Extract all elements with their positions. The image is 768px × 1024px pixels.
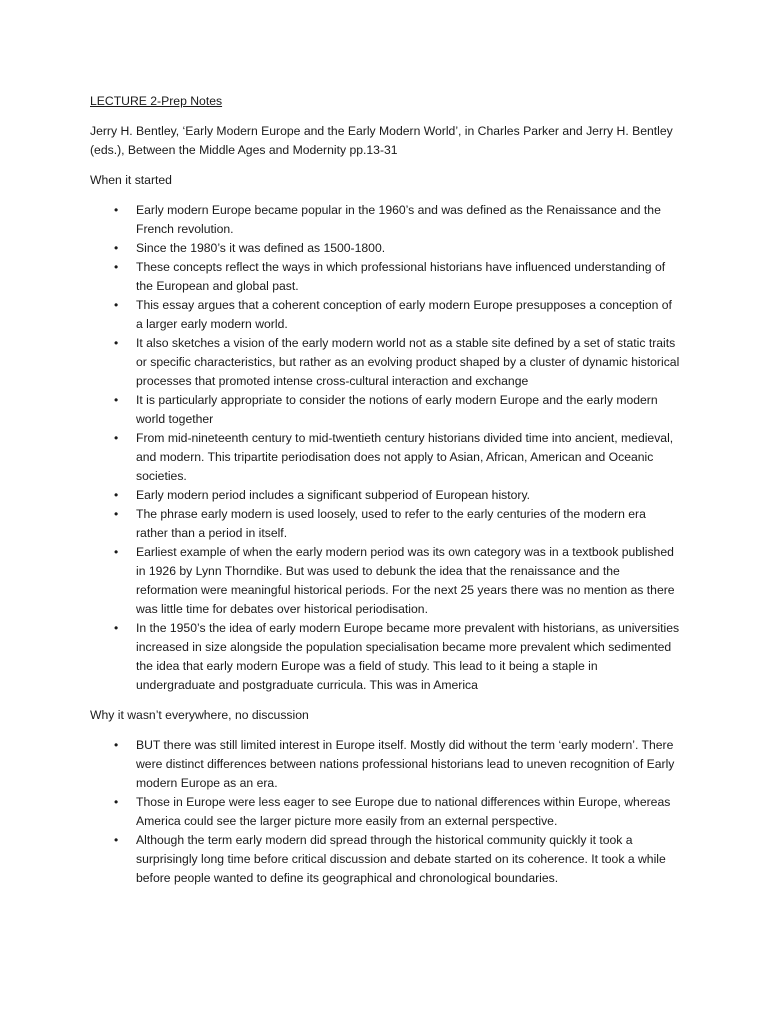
list-item bbox=[90, 543, 680, 619]
list-item bbox=[90, 239, 680, 258]
section-heading: When it started bbox=[90, 173, 172, 187]
citation: Jerry H. Bentley, ‘Early Modern Europe and the Early Modern World’, in Charles Parker and Jerry H. Bentley (eds.), Between the Middle Ages and Modernity pp.13-31 bbox=[90, 124, 673, 157]
list-item-text: Early modern Europe became popular in the 1960’s and was defined as the Renaissance and the French revolution. bbox=[136, 203, 661, 236]
list-item bbox=[90, 736, 680, 793]
list-item bbox=[90, 831, 680, 888]
bullet-icon: • bbox=[114, 260, 119, 274]
list-item-text: Those in Europe were less eager to see Europe due to national differences within Europe, whereas America could see the larger picture more easily from an external perspective. bbox=[136, 795, 671, 828]
sections bbox=[90, 171, 680, 888]
bullet-icon: • bbox=[114, 795, 119, 809]
list-item-text: Earliest example of when the early modern period was its own category was in a textbook published in 1926 by Lynn Thorndike. But was used to debunk the idea that the renaissance and the reformation were meaningful historical periods. For the next 25 years there was no mention as there was little time for debates over historical periodisation. bbox=[136, 545, 675, 616]
bullet-list bbox=[90, 201, 680, 695]
document-body bbox=[90, 92, 680, 899]
list-item-text: Although the term early modern did spread through the historical community quickly it took a surprisingly long time before critical discussion and debate started on its coherence. It took a while before people wanted to define its geographical and chronological boundaries. bbox=[136, 833, 666, 885]
bullet-icon: • bbox=[114, 507, 119, 521]
list-item bbox=[90, 619, 680, 695]
bullet-icon: • bbox=[114, 431, 119, 445]
list-item-text: This essay argues that a coherent conception of early modern Europe presupposes a conception of a larger early modern world. bbox=[136, 298, 672, 331]
list-item bbox=[90, 391, 680, 429]
lecture-title: LECTURE 2-Prep Notes bbox=[90, 94, 223, 108]
bullet-icon: • bbox=[114, 203, 119, 217]
list-item-text: It is particularly appropriate to consider the notions of early modern Europe and the early modern world together bbox=[136, 393, 658, 426]
list-item bbox=[90, 793, 680, 831]
bullet-icon: • bbox=[114, 393, 119, 407]
list-item bbox=[90, 505, 680, 543]
bullet-icon: • bbox=[114, 738, 119, 752]
bullet-list bbox=[90, 736, 680, 888]
bullet-icon: • bbox=[114, 298, 119, 312]
list-item-text: Since the 1980’s it was defined as 1500-1800. bbox=[136, 241, 386, 255]
list-item bbox=[90, 429, 680, 486]
bullet-icon: • bbox=[114, 621, 119, 635]
list-item-text: It also sketches a vision of the early modern world not as a stable site defined by a set of static traits or specific characteristics, but rather as an evolving product shaped by a cluster of dynamic historical processes that promoted intense cross-cultural interaction and exchange bbox=[136, 336, 680, 388]
list-item bbox=[90, 258, 680, 296]
list-item-text: The phrase early modern is used loosely, used to refer to the early centuries of the modern era rather than a period in itself. bbox=[136, 507, 646, 540]
list-item-text: These concepts reflect the ways in which professional historians have influenced understanding of the European and global past. bbox=[136, 260, 666, 293]
list-item-text: From mid-nineteenth century to mid-twentieth century historians divided time into ancient, medieval, and modern. This tripartite periodisation does not apply to Asian, African, American and Oceanic societies. bbox=[136, 431, 674, 483]
bullet-icon: • bbox=[114, 336, 119, 350]
bullet-icon: • bbox=[114, 833, 119, 847]
list-item bbox=[90, 334, 680, 391]
list-item bbox=[90, 486, 680, 505]
bullet-icon: • bbox=[114, 488, 119, 502]
list-item-text: BUT there was still limited interest in Europe itself. Mostly did without the term ‘early modern’. There were distinct differences between nations professional historians lead to uneven recognition of Early modern Europe as an era. bbox=[136, 738, 675, 790]
list-item-text: In the 1950’s the idea of early modern Europe became more prevalent with historians, as universities increased in size alongside the population specialisation became more prevalent which sedimented the idea that early modern Europe was a field of study. This lead to it being a staple in undergraduate and postgraduate curricula. This was in America bbox=[136, 621, 680, 692]
bullet-icon: • bbox=[114, 545, 119, 559]
list-item bbox=[90, 201, 680, 239]
list-item-text: Early modern period includes a significant subperiod of European history. bbox=[136, 488, 531, 502]
bullet-icon: • bbox=[114, 241, 119, 255]
section-heading: Why it wasn’t everywhere, no discussion bbox=[90, 708, 309, 722]
list-item bbox=[90, 296, 680, 334]
